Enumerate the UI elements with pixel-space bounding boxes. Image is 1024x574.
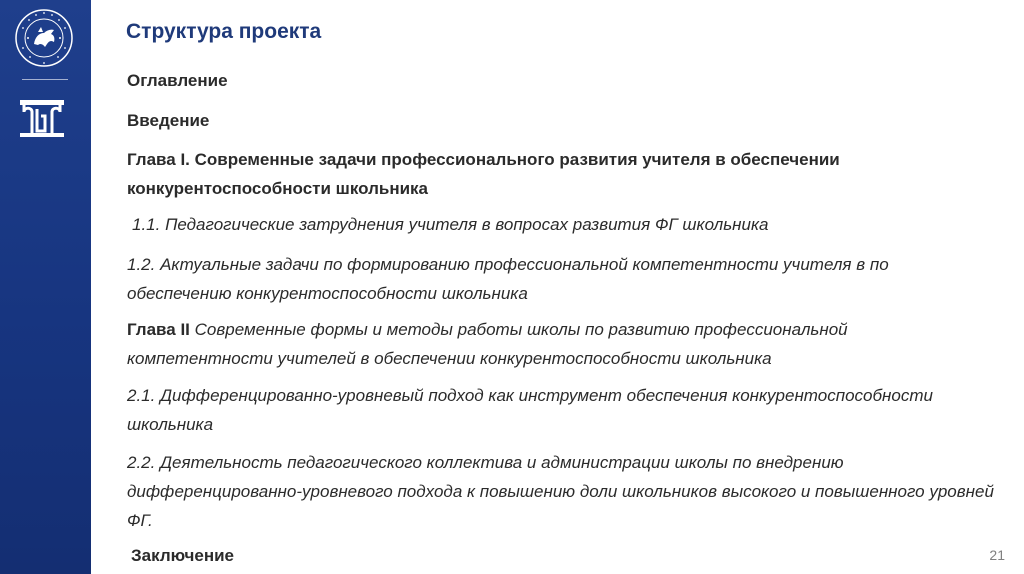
sidebar-divider [22, 79, 68, 80]
toc-chapter-2-title: Современные формы и методы работы школы по развитию профессиональной компетентности учителей в обеспечении конкурентоспособности школьника [127, 320, 848, 368]
page-title: Структура проекта [126, 20, 322, 43]
toc-section-2-1: 2.1. Дифференцированно-уровневый подход как инструмент обеспечения конкурентоспособности школьника [127, 386, 933, 434]
toc-chapter-1: Глава I. Современные задачи профессионального развития учителя в обеспечении конкурентоспособности школьника [127, 150, 840, 198]
toc-conclusion: Заключение [131, 546, 234, 565]
toc-section-2-2: 2.2. Деятельность педагогического коллектива и администрации школы по внедрению дифференцированно-уровневого подхода к повышению доли школьников высокого и повышенного уровней ФГ. [127, 453, 994, 530]
university-seal-icon [14, 8, 74, 68]
toc-contents: Оглавление [127, 71, 228, 90]
toc-chapter-2 [127, 315, 997, 373]
toc-section-1-1: 1.1. Педагогические затруднения учителя в вопросах развития ФГ школьника [132, 215, 769, 234]
toc-chapter-2-label: Глава II [127, 320, 190, 339]
toc-introduction: Введение [127, 111, 210, 130]
page-number: 21 [989, 547, 1005, 563]
sidebar [0, 0, 91, 574]
toc-section-1-2: 1.2. Актуальные задачи по формированию профессиональной компетентности учителя в по обеспечению конкурентоспособности школьника [127, 255, 889, 303]
column-logo-icon [18, 98, 66, 138]
